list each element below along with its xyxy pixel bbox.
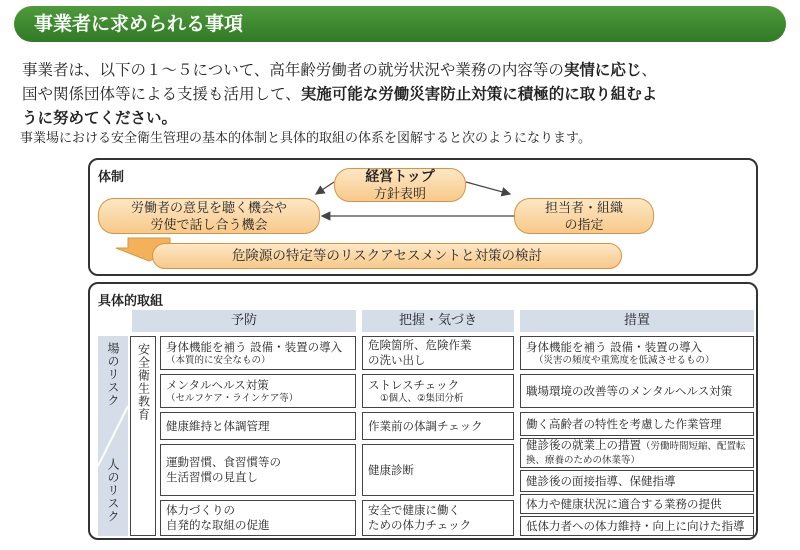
yobo-cell-5 [160,500,356,536]
intro-line1-c: 、 [641,61,657,79]
anzen-label: 安全衛生教育 [136,343,151,421]
haaku-cell-3 [362,412,514,440]
haaku-2-a: ストレスチェック [368,377,460,392]
sochi-cell-1 [520,336,754,370]
col-head-haaku: 把握・気づき [362,310,514,332]
haaku-cell-2 [362,374,514,408]
yobo-4-b: 生活習慣の見直し [166,470,258,484]
sochi-3-a: 働く高齢者の特性を考慮した作業管理 [526,416,722,431]
yobo-2-a: メンタルヘルス対策 [166,377,269,392]
tantousha-line2: の指定 [564,218,604,233]
section-title: 事業者に求められる事項 [34,13,244,35]
gutai-title: 具体的取組 [98,294,164,309]
haaku-cell-1 [362,336,514,370]
tantousha-line1: 担当者・組織 [544,201,623,216]
yobo-cell-4 [160,444,356,496]
roudousha-line1: 労働者の意見を聴く機会や [130,201,287,216]
sochi-6-a: 体力や健康状況に適合する業務の提供 [526,496,722,511]
pill-keiei-top [334,168,466,202]
haaku-cell-5 [362,500,514,536]
sochi-4-b: （労働時間短縮、配置転換、療養のための休業等） [526,441,746,466]
yobo-4-a: 運動習慣、食習慣等の [166,455,281,469]
sochi-cell-3 [520,412,754,436]
sochi-4-a: 健診後の就業上の措置 [526,438,641,452]
hoshin-label: 方針表明 [373,187,426,202]
yobo-cell-1 [160,336,356,370]
gutai-box [88,282,758,540]
pill-risk-assessment: 危険源の特定等のリスクアセスメントと対策の検討 [152,243,622,269]
pill-roudousha [98,198,320,234]
col-head-yobo: 予防 [132,310,356,332]
haaku-1-b: の洗い出し [368,353,426,367]
intro-line1-a: 事業者は、以下の１～５について、高年齢労働者の就労状況や業務の内容等の [22,61,564,79]
anzen-eisei-kyoiku [130,336,156,536]
yobo-3-a: 健康維持と体調管理 [166,418,270,433]
keiei-top-label: 経営トップ [365,169,435,185]
yobo-1-b: （本質的に安全なもの） [166,354,271,366]
haaku-cell-4 [362,444,514,496]
haaku-5-a: 安全で健康に働く [368,503,460,517]
sochi-1-b: （災害の頻度や重篤度を低減させるもの） [534,354,715,366]
yobo-1-a: 身体機能を補う 設備・装置の導入 [166,339,343,354]
intro-line3: うに努めてください。 [22,109,178,127]
sochi-cell-4 [520,438,754,468]
side-ba-risk: 場のリスク [106,342,120,407]
haaku-2-b: ①個人、②集団分析 [380,392,464,404]
intro-line2-a: 国や関係団体等による支援も活用して、 [22,85,301,103]
yobo-5-b: 自発的な取組の促進 [166,518,270,532]
yobo-cell-2 [160,374,356,408]
intro-line1-b: 実情に応じ [563,61,642,79]
haaku-5-b: ための体力チェック [368,518,472,532]
section-header [14,6,786,42]
sochi-cell-2 [520,374,754,408]
pill-tantousha [514,198,654,234]
sochi-2-a: 職場環境の改善等のメンタルヘルス対策 [526,383,733,398]
intro-line2-b: 実施可能な労働災害防止対策に積極的に取り組むよ [300,85,658,103]
arrow-top-to-left [316,182,334,194]
sochi-cell-6 [520,494,754,514]
arrow-top-to-right [466,182,510,194]
sochi-1-a: 身体機能を補う 設備・装置の導入 [526,339,703,354]
sochi-cell-7 [520,516,754,536]
yobo-2-b: （セルフケア・ラインケア等） [166,392,299,404]
intro-paragraph [22,58,782,130]
taisei-title: 体制 [98,170,125,185]
yobo-5-a: 体力づくりの [166,503,235,517]
haaku-4-a: 健康診断 [368,462,414,477]
taisei-box [88,158,758,276]
haaku-1-a: 危険箇所、危険作業 [368,338,472,352]
sochi-5-a: 健診後の面接指導、保健指導 [526,473,676,488]
sochi-7-a: 低体力者への体力維持・向上に向けた指導 [526,518,745,533]
roudousha-line2: 労使で話し合う機会 [150,218,268,233]
side-hito-risk: 人のリスク [106,458,120,523]
sochi-cell-5 [520,470,754,492]
haaku-3-a: 作業前の体調チェック [368,418,483,433]
yobo-cell-3 [160,412,356,440]
diagram-caption: 事業場における安全衛生管理の基本的体制と具体的取組の体系を図解すると次のようになります。 [20,131,591,146]
col-head-sochi: 措置 [520,310,754,332]
